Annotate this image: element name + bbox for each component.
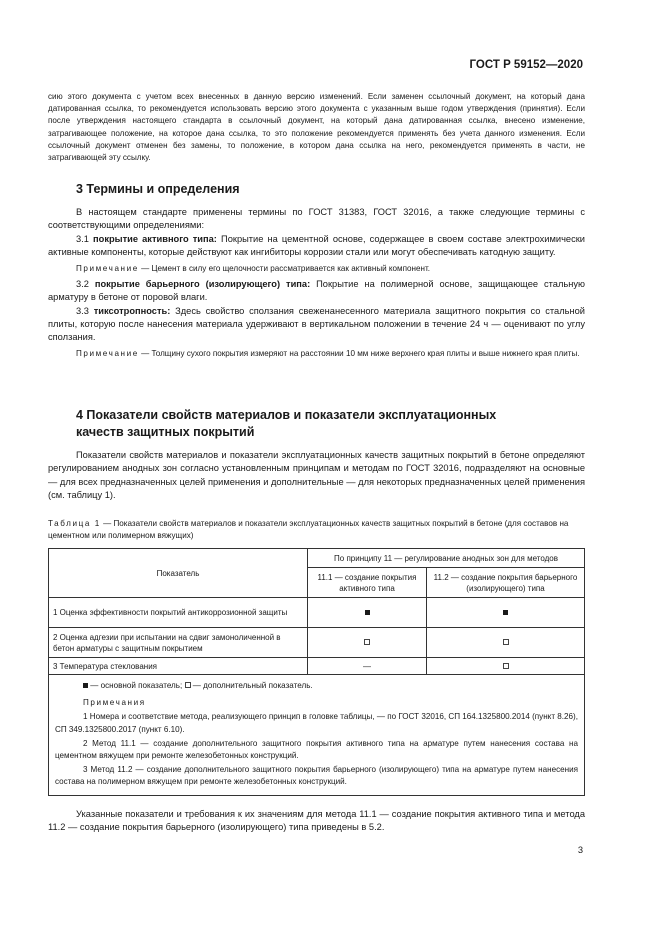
table-header-method-11-1: 11.1 — создание покрытия активного типа <box>308 568 427 598</box>
closing-paragraph-block <box>48 808 585 835</box>
table-note-3: 3 Метод 11.2 — создание дополнительного защитного покрытия барьерного (изолирующего) типа на арматуре путем нанесения состава на полимерном вяжущем при ремонте железобетонных конструкций. <box>55 765 578 787</box>
table-notes-title: Примечания <box>83 698 146 708</box>
empty-square-icon <box>503 663 509 669</box>
section-3-title: 3 Термины и определения <box>76 182 240 196</box>
table-row-label: 1 Оценка эффективности покрытий антикоррозионной защиты <box>49 598 308 628</box>
note-3-3 <box>48 348 585 360</box>
table-cell-dash: — <box>308 658 427 675</box>
note-3-1-text: — Цемент в силу его щелочности рассматривается как активный компонент. <box>138 263 430 273</box>
table-legend: — основной показатель; — дополнительный показатель. <box>55 680 578 692</box>
page-number: 3 <box>577 845 583 855</box>
empty-square-icon <box>503 639 509 645</box>
table-header-method-11-2: 11.2 — создание покрытия барьерного (изолирующего) типа <box>427 568 585 598</box>
section-3-intro: В настоящем стандарте применены термины по ГОСТ 31383, ГОСТ 32016, а также следующие термины с соответствующими определениями: <box>48 207 585 231</box>
table-note-1: 1 Номера и соответствие метода, реализующего принцип в головке таблицы, — по ГОСТ 32016, СП 164.1325800.2014 (пункт 8.26), СП 349.1325800.2017 (пункт 6.10). <box>55 712 578 734</box>
table-notes-row <box>49 675 585 796</box>
note-3-1-label: Примечание <box>76 263 139 273</box>
note-3-3-label: Примечание <box>76 348 139 358</box>
table-row <box>49 598 585 628</box>
term-3-1 <box>48 233 585 260</box>
empty-square-icon <box>364 639 370 645</box>
term-3-1-definition: Покрытие на цементной основе, содержащее в своем составе электрохимически активные компоненты, которые действуют как ингибиторы коррозии стали или могут обеспечивать катодную защиту. <box>48 233 586 258</box>
term-3-2-number: 3.2 <box>76 278 95 289</box>
section-4-title-line-1: 4 Показатели свойств материалов и показатели эксплуатационных <box>76 408 497 422</box>
term-3-3-name: тиксотропность: <box>93 305 171 316</box>
note-3-3-text: — Толщину сухого покрытия измеряют на расстоянии 10 мм ниже верхнего края плиты и выше нижнего края плиты. <box>138 348 580 358</box>
section-4 <box>48 407 585 503</box>
term-3-3-definition: Здесь свойство сползания свеженанесенного материала защитного покрытия со стальной плиты, которую после нанесения материала удерживают в вертикальном положении в течение 24 ч — оценивают по углу сползания. <box>48 305 585 343</box>
table-1 <box>48 548 585 796</box>
table-note-2: 2 Метод 11.1 — создание дополнительного защитного покрытия активного типа на арматуре путем нанесения состава на цементном вяжущем при ремонте железобетонных конструкций. <box>55 738 578 761</box>
filled-square-icon <box>365 610 370 615</box>
document-code-header: ГОСТ Р 59152—2020 <box>469 59 583 71</box>
term-3-2-definition: Покрытие на полимерной основе, защищающее стальную арматуру в бетоне от поровой влаги. <box>48 278 585 303</box>
intro-paragraph: сию этого документа с учетом всех внесенных в данную версию изменений. Если заменен ссылочный документ, на который дана датированная ссылка, то рекомендуется использовать версию этого документа с указанным выше годом утверждения (принятия). Если после утверждения настоящего стандарта в ссылочный документ, на который дана датированная ссылка, внесено изменение, затрагивающее положение, на которое дана ссылка, то это положение рекомендуется применять без учета данного изменения. Если ссылочный документ отменен без замены, то положение, в котором дана ссылка на него, рекомендуется применять в части, не затрагивающей эту ссылку. <box>48 92 585 163</box>
term-3-3 <box>48 305 585 345</box>
closing-paragraph: Указанные показатели и требования к их значениям для метода 11.1 — создание покрытия активного типа и метода 11.2 — создание покрытия барьерного (изолирующего) типа приведены в 5.2. <box>48 809 585 833</box>
term-3-2-name: покрытие барьерного (изолирующего) типа: <box>94 278 311 289</box>
table-row-label: 2 Оценка адгезии при испытании на сдвиг замоноличенной в бетон арматуры с защитным покрытием <box>49 628 308 658</box>
section-4-paragraph: Показатели свойств материалов и показатели эксплуатационных качеств защитных покрытий в бетоне определяют регулированием анодных зон согласно установленным принципам и методам по ГОСТ 32016, подразделяют на основные — для всех предназначенных целей применения и дополнительные — для некоторых предназначенных целей применения (см. таблицу 1). <box>48 450 585 501</box>
term-3-1-number: 3.1 <box>76 233 94 244</box>
table-row <box>49 658 585 675</box>
intro-paragraph-block <box>48 91 585 164</box>
term-3-3-number: 3.3 <box>76 305 94 316</box>
table-row-label: 3 Температура стеклования <box>49 658 308 675</box>
term-3-1-name: покрытие активного типа: <box>93 233 217 244</box>
section-3 <box>48 181 585 360</box>
filled-square-icon <box>503 610 508 615</box>
table-header-indicator: Показатель <box>49 549 308 598</box>
table-1-label: Таблица 1 <box>48 519 101 528</box>
table-1-grid <box>48 548 585 796</box>
term-3-2 <box>48 278 585 305</box>
table-1-caption <box>48 518 585 542</box>
table-header-group: По принципу 11 — регулирование анодных зон для методов <box>308 549 585 568</box>
note-3-1 <box>48 263 585 275</box>
table-row <box>49 628 585 658</box>
section-4-title-line-2: качеств защитных покрытий <box>76 425 255 439</box>
table-1-caption-text: — Показатели свойств материалов и показатели эксплуатационных качеств защитных покрытий в бетоне (для составов на цементном или полимерном вяжущих) <box>48 519 569 541</box>
